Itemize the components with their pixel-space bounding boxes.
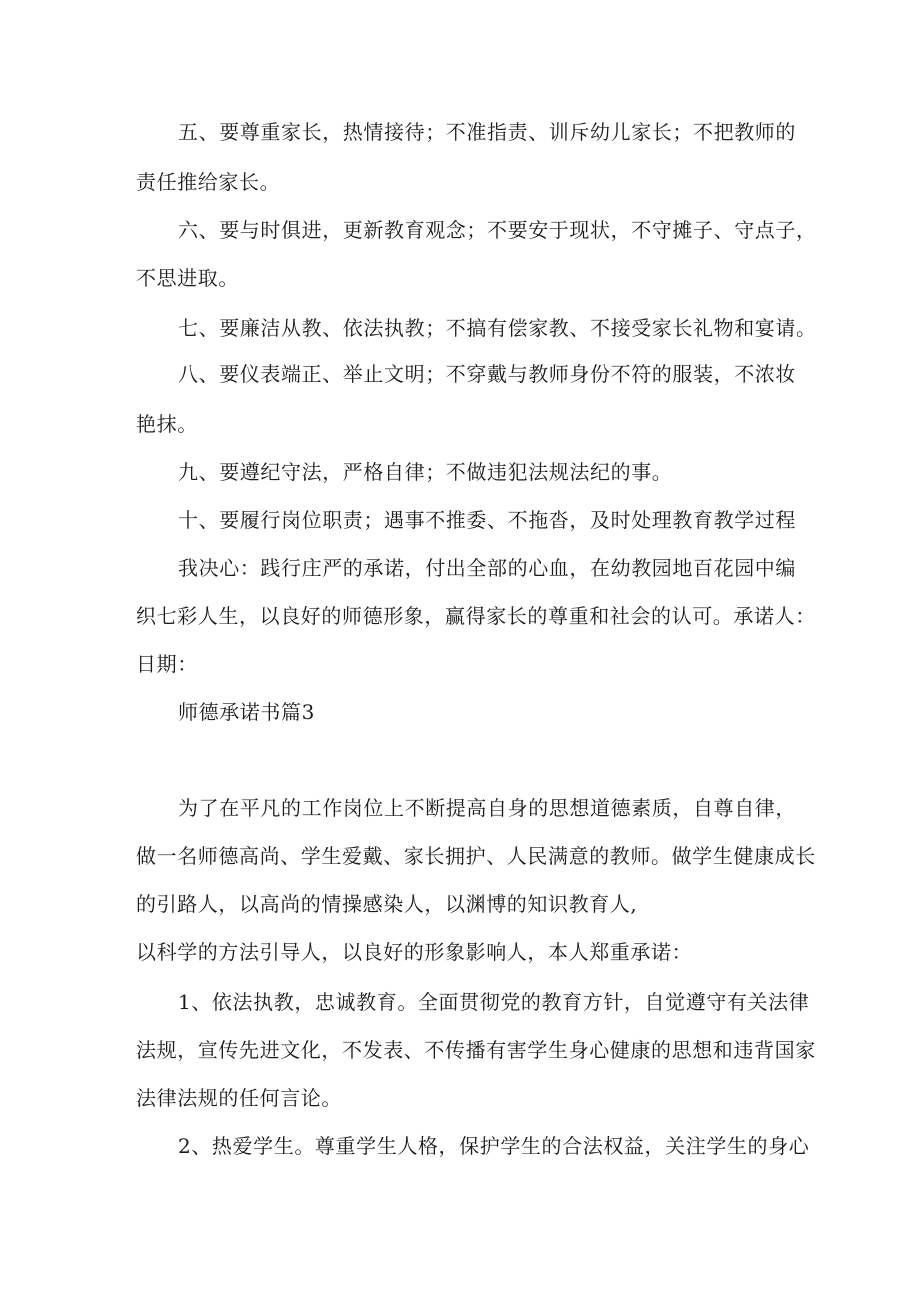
text-line: 不思进取。 — [136, 266, 239, 290]
text-line: 的引路人，以高尚的情操感染人，以渊博的知识教育人, — [136, 892, 638, 916]
text-line: 以科学的方法引导人，以良好的形象影响人，本人郑重承诺： — [136, 940, 693, 964]
text-line: 艳抹。 — [136, 412, 198, 436]
text-line: 2、热爱学生。尊重学生人格，保护学生的合法权益，关注学生的身心 — [178, 1134, 810, 1158]
text-line: 法律法规的任何言论。 — [136, 1086, 342, 1110]
text-line: 织七彩人生，以良好的师德形象，赢得家长的尊重和社会的认可。承诺人： — [136, 604, 816, 628]
text-line: 法规，宣传先进文化，不发表、不传播有害学生身心健康的思想和违背国家 — [136, 1038, 816, 1062]
text-line: 责任推给家长。 — [136, 170, 281, 194]
text-line: 九、要遵纪守法，严格自律；不做违犯法规法纪的事。 — [178, 460, 673, 484]
section-heading: 师德承诺书篇3 — [178, 700, 315, 724]
text-line: 六、要与时俱进，更新教育观念；不要安于现状，不守摊子、守点子， — [178, 218, 817, 242]
text-line: 为了在平凡的工作岗位上不断提高自身的思想道德素质，自尊自律， — [178, 796, 796, 820]
text-line: 做一名师德高尚、学生爱戴、家长拥护、人民满意的教师。做学生健康成长 — [136, 844, 816, 868]
text-line: 我决心：践行庄严的承诺，付出全部的心血，在幼教园地百花园中编 — [178, 556, 796, 580]
text-line: 五、要尊重家长，热情接待；不准指责、训斥幼儿家长；不把教师的 — [178, 120, 796, 144]
text-line: 日期： — [136, 652, 198, 676]
text-line: 八、要仪表端正、举止文明；不穿戴与教师身份不符的服装，不浓妆 — [178, 362, 796, 386]
text-line: 1、依法执教，忠诚教育。全面贯彻党的教育方针，自觉遵守有关法律 — [178, 990, 810, 1014]
text-line: 十、要履行岗位职责；遇事不推委、不拖沓，及时处理教育教学过程 — [178, 508, 796, 532]
text-line: 七、要廉洁从教、依法执教；不搞有偿家教、不接受家长礼物和宴请。 — [178, 316, 817, 340]
